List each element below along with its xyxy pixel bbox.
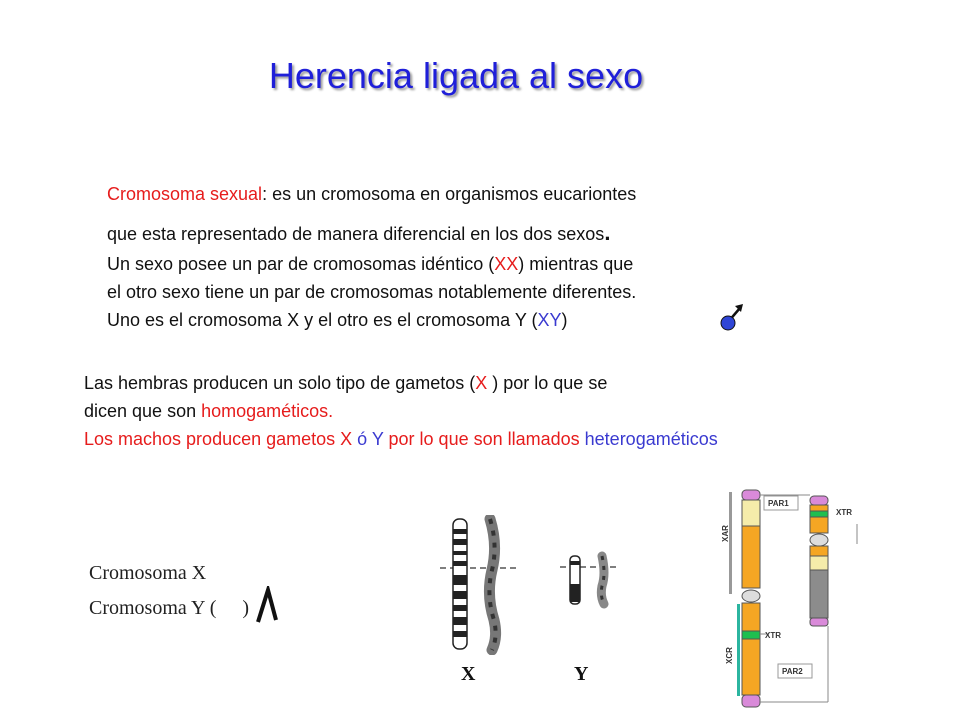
xtr-mid-label: XTR — [765, 631, 781, 640]
gamete-x-label: X — [475, 373, 488, 393]
gametes-line-2: dicen que son homogaméticos. — [84, 401, 334, 421]
male-symbol-icon — [718, 302, 746, 332]
definition-line-1: Cromosoma sexual: es un cromosoma en organismos eucariontes — [107, 184, 637, 204]
karyotype-y-caption: Y — [574, 663, 589, 685]
term-heterogametic: heterogaméticos — [584, 429, 718, 449]
gametes-line-1: Las hembras producen un solo tipo de gametos (X ) por lo que se — [84, 373, 608, 393]
xcr-label: XCR — [725, 647, 734, 664]
legend-y-label: Cromosoma Y ( ) — [89, 597, 250, 619]
definition-line-3: Un sexo posee un par de cromosomas idéntico (XX) mientras que — [107, 254, 634, 274]
xy-label: XY — [537, 310, 562, 330]
karyotype-x-caption: X — [461, 663, 476, 685]
definition-line-5: Uno es el cromosoma X y el otro es el cromosoma Y (XY) — [107, 310, 568, 330]
xtr-top-label: XTR — [836, 508, 852, 517]
y-chromosome-symbol-icon — [254, 586, 280, 624]
par2-label: PAR2 — [782, 667, 803, 676]
par1-label: PAR1 — [768, 499, 789, 508]
definition-line-2: que esta representado de manera diferencial en los dos sexos. — [107, 220, 611, 245]
karyotype-x-image — [438, 515, 518, 655]
definition-line-4: el otro sexo tiene un par de cromosomas notablemente diferentes. — [107, 282, 637, 302]
gametes-line-3: Los machos producen gametos X ó Y por lo que son llamados heterogaméticos — [84, 429, 718, 449]
xar-label: XAR — [721, 525, 730, 542]
term-sex-chromosome: Cromosoma sexual — [107, 184, 263, 204]
legend-x-label: Cromosoma X — [89, 562, 207, 584]
xx-label: XX — [494, 254, 519, 274]
xy-region-diagram — [712, 484, 872, 718]
gametes-paragraph — [84, 373, 944, 457]
page-title: Herencia ligada al sexo — [268, 55, 644, 96]
term-homogametic: homogaméticos. — [201, 401, 334, 421]
karyotype-y-image — [558, 550, 620, 610]
